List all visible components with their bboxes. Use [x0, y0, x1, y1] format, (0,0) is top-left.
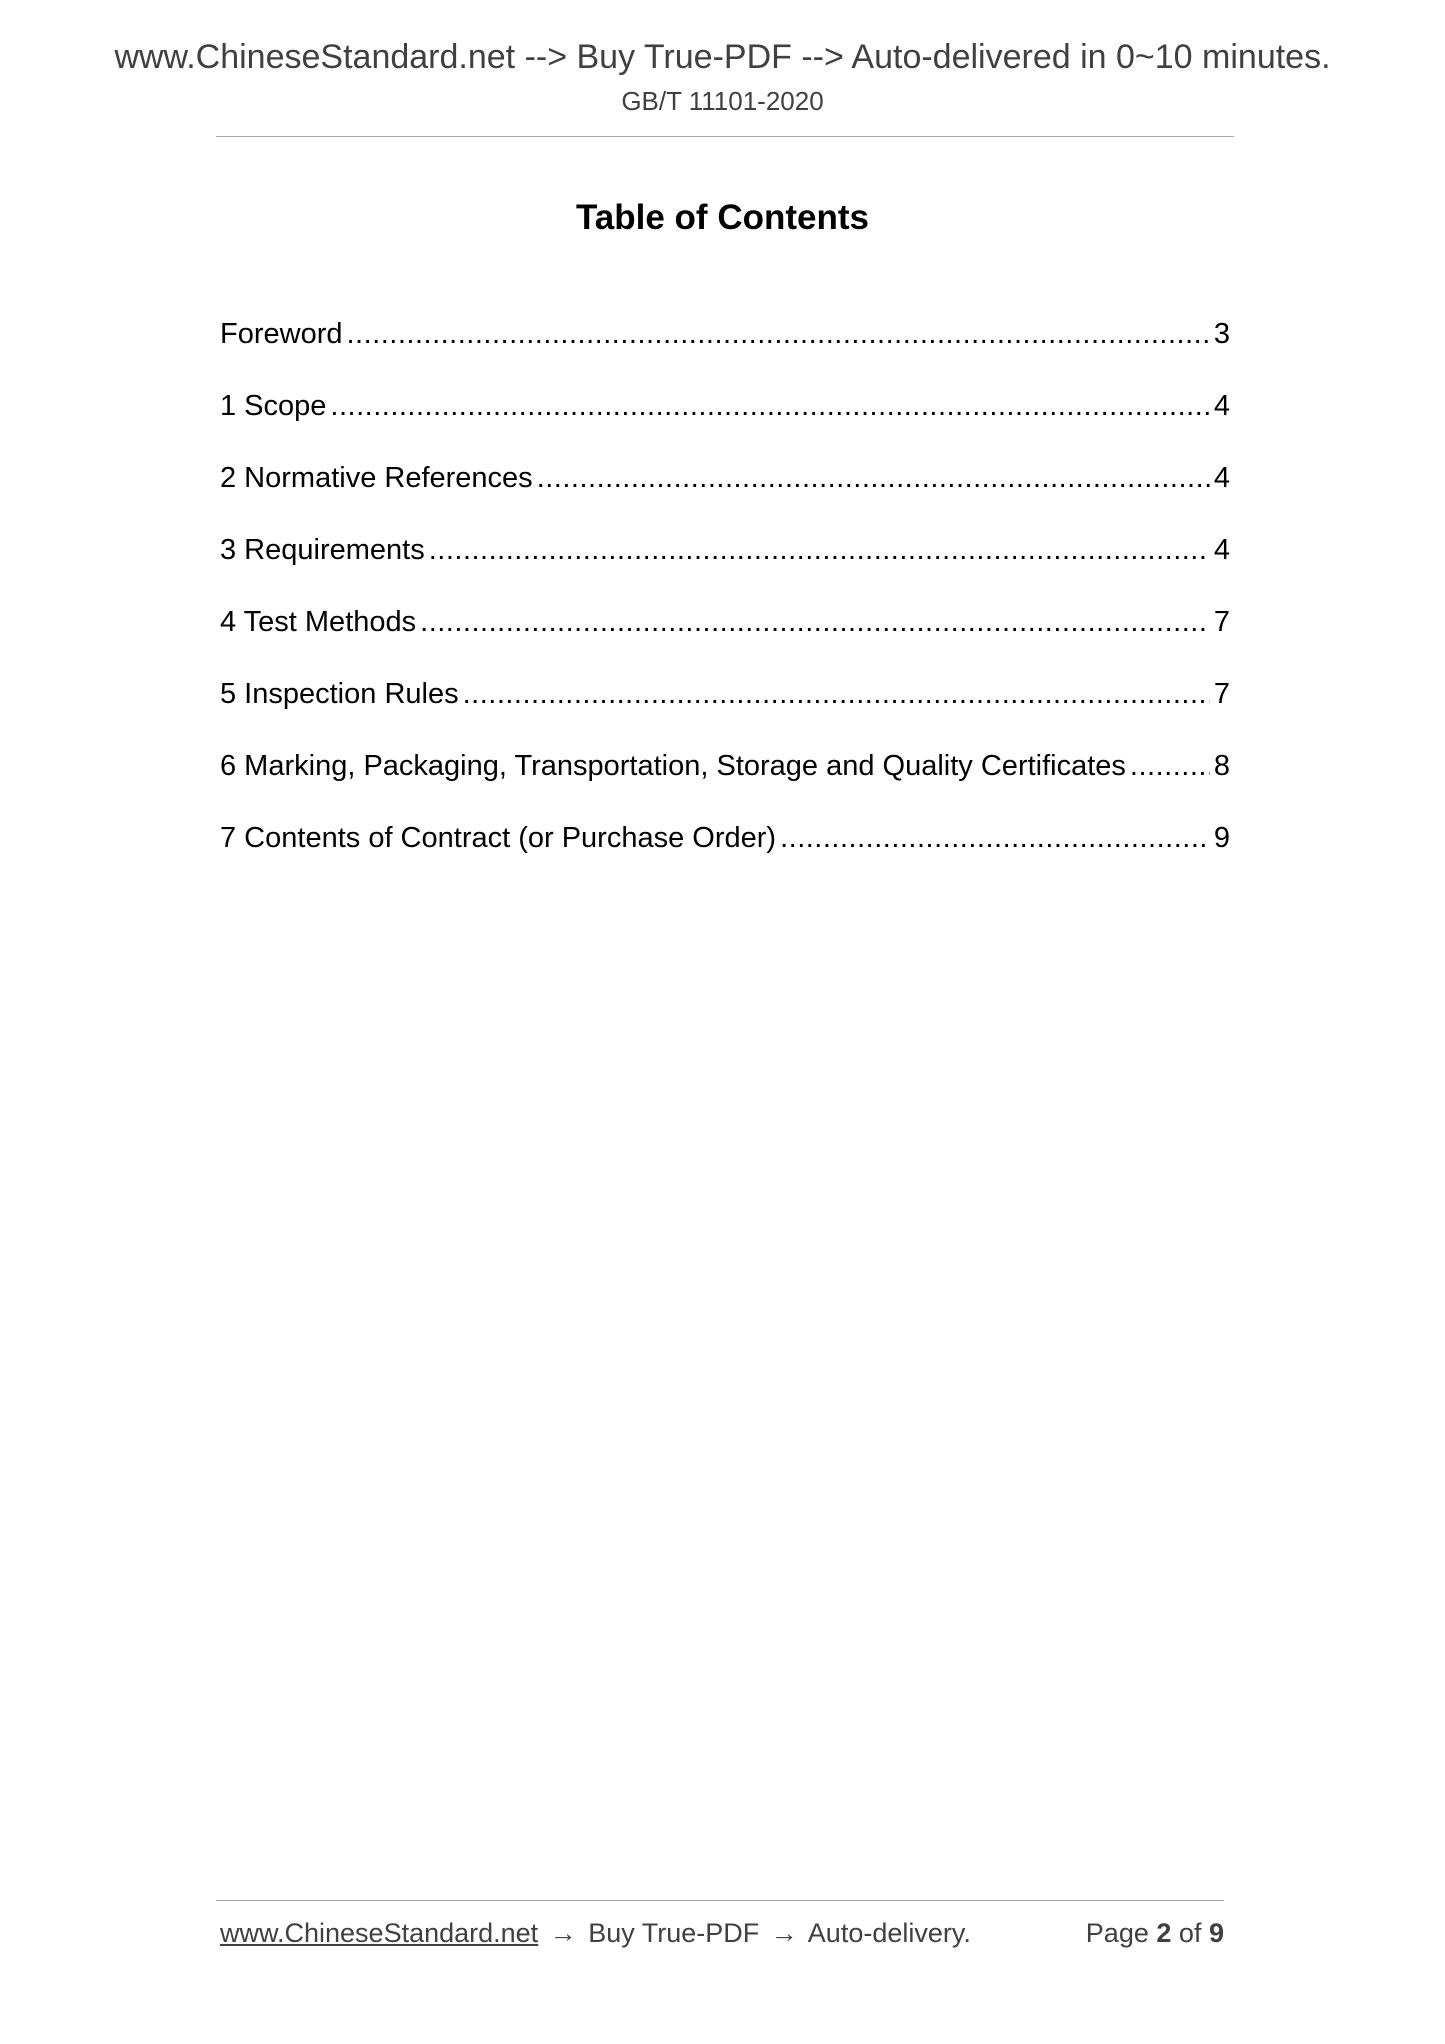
toc-entry-contents-of-contract[interactable]: [220, 822, 1230, 894]
header-divider: [216, 136, 1234, 137]
toc-entry-label: Foreword: [220, 318, 343, 350]
toc-entry-label: 7 Contents of Contract (or Purchase Order): [220, 822, 777, 854]
toc-entry-label: 3 Requirements: [220, 534, 425, 566]
toc-entry-test-methods[interactable]: [220, 606, 1230, 678]
toc-entry-page: 3: [1213, 318, 1230, 350]
toc-dot-leader: [1130, 750, 1210, 783]
page-footer: [220, 1918, 1224, 1949]
toc-dot-leader: [330, 390, 1209, 423]
toc-entry-label: 6 Marking, Packaging, Transportation, Storage and Quality Certificates: [220, 750, 1126, 782]
page-word: Page: [1085, 1918, 1149, 1948]
toc-entry-label: 4 Test Methods: [220, 606, 417, 638]
toc-entry-page: 7: [1213, 678, 1230, 710]
toc-entry-page: 4: [1213, 462, 1230, 494]
toc-entry-label: 5 Inspection Rules: [220, 678, 459, 710]
toc-entry-normative-references[interactable]: [220, 462, 1230, 534]
toc-entry-label: 2 Normative References: [220, 462, 533, 494]
page-indicator: [1086, 1918, 1224, 1949]
toc-entry-page: 4: [1213, 390, 1230, 422]
toc-dot-leader: [463, 678, 1210, 711]
toc-entry-marking-packaging[interactable]: [220, 750, 1230, 822]
footer-divider: [216, 1900, 1224, 1901]
arrow-right-icon: →: [549, 1918, 577, 1948]
toc-entry-label: 1 Scope: [220, 390, 327, 422]
toc-dot-leader: [347, 318, 1210, 351]
toc-entry-page: 7: [1213, 606, 1230, 638]
document-code: GB/T 11101-2020: [621, 86, 824, 116]
toc-entry-page: 8: [1213, 750, 1230, 782]
toc-dot-leader: [429, 534, 1210, 567]
toc-dot-leader: [420, 606, 1210, 639]
toc-entry-page: 4: [1213, 534, 1230, 566]
footer-website-link[interactable]: www.ChineseStandard.net: [220, 1918, 539, 1948]
toc-entry-foreword[interactable]: [220, 318, 1230, 390]
top-banner: www.ChineseStandard.net --> Buy True-PDF --> Auto-delivered in 0~10 minutes.: [114, 38, 1331, 76]
toc-entry-scope[interactable]: [220, 390, 1230, 462]
total-pages-number: 9: [1208, 1918, 1224, 1948]
toc-title: Table of Contents: [576, 198, 869, 237]
toc-dot-leader: [780, 822, 1210, 855]
toc-entry-page: 9: [1213, 822, 1230, 854]
current-page-number: 2: [1156, 1918, 1172, 1948]
arrow-right-icon: →: [770, 1918, 798, 1948]
of-word: of: [1178, 1918, 1202, 1948]
toc-dot-leader: [537, 462, 1210, 495]
toc-entry-inspection-rules[interactable]: [220, 678, 1230, 750]
toc-entry-requirements[interactable]: [220, 534, 1230, 606]
footer-delivery-text: Auto-delivery.: [807, 1918, 971, 1948]
toc-list: [220, 318, 1230, 894]
footer-buy-text: Buy True-PDF: [588, 1918, 760, 1948]
